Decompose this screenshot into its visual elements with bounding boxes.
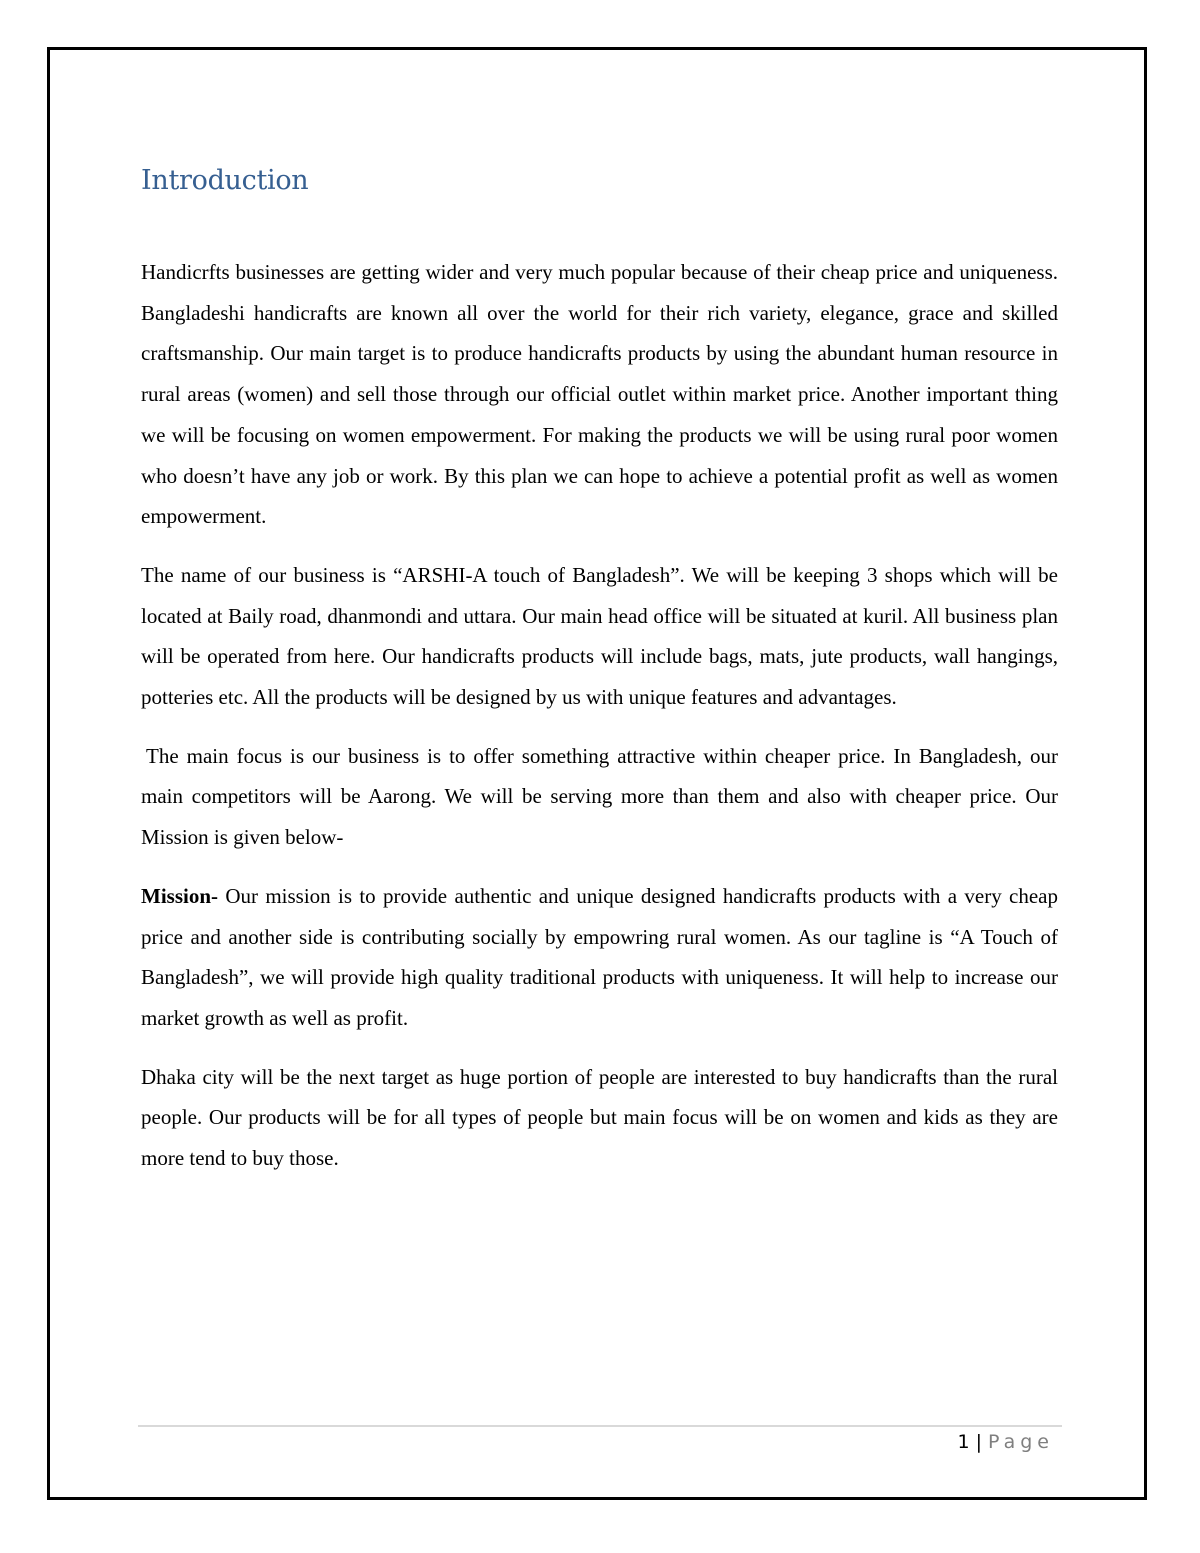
footer-divider — [138, 1425, 1062, 1427]
closing-paragraph: Dhaka city will be the next target as huge portion of people are interested to buy handicrafts than the rural people. Our products will be for all types of people but main focus will be on women and kids as they are more tend to buy those. — [141, 1064, 1058, 1171]
page-footer — [958, 1431, 1055, 1453]
intro-paragraph-1: Handicrfts businesses are getting wider and very much popular because of their cheap price and uniqueness. Bangladeshi handicrafts are known all over the world for their rich variety, elegance, grace and skilled craftsmanship. Our main target is to produce handicrafts products by using the abundant human resource in rural areas (women) and sell those through our official outlet within market price. Another important thing we will be focusing on women empowerment. For making the products we will be using rural poor women who doesn’t have any job or work. By this plan we can hope to achieve a potential profit as well as women empowerment. — [141, 260, 1058, 529]
intro-paragraph-2: The name of our business is “ARSHI-A touch of Bangladesh”. We will be keeping 3 shops which will be located at Baily road, dhanmondi and uttara. Our main head office will be situated at kuril. All business plan will be operated from here. Our handicrafts products will include bags, mats, jute products, wall hangings, potteries etc. All the products will be designed by us with unique features and advantages. — [141, 562, 1058, 710]
mission-label: Mission- — [141, 883, 219, 908]
page-label: Page — [988, 1431, 1054, 1453]
mission-text: Our mission is to provide authentic and unique designed handicrafts products with a very cheap price and another side is contributing socially by empowring rural women. As our tagline is “A Touch of Bangladesh”, we will provide high quality traditional products with uniqueness. It will help to increase our market growth as well as profit. — [141, 883, 1058, 1030]
footer-separator: | — [975, 1431, 982, 1453]
page-number: 1 — [957, 1431, 970, 1453]
mission-paragraph — [141, 876, 1058, 1039]
section-heading: Introduction — [141, 165, 309, 196]
document-body — [141, 252, 1058, 1197]
intro-paragraph-3: The main focus is our business is to offer something attractive within cheaper price. In Bangladesh, our main competitors will be Aarong. We will be serving more than them and also with cheaper price. Our Mission is given below- — [141, 743, 1058, 850]
